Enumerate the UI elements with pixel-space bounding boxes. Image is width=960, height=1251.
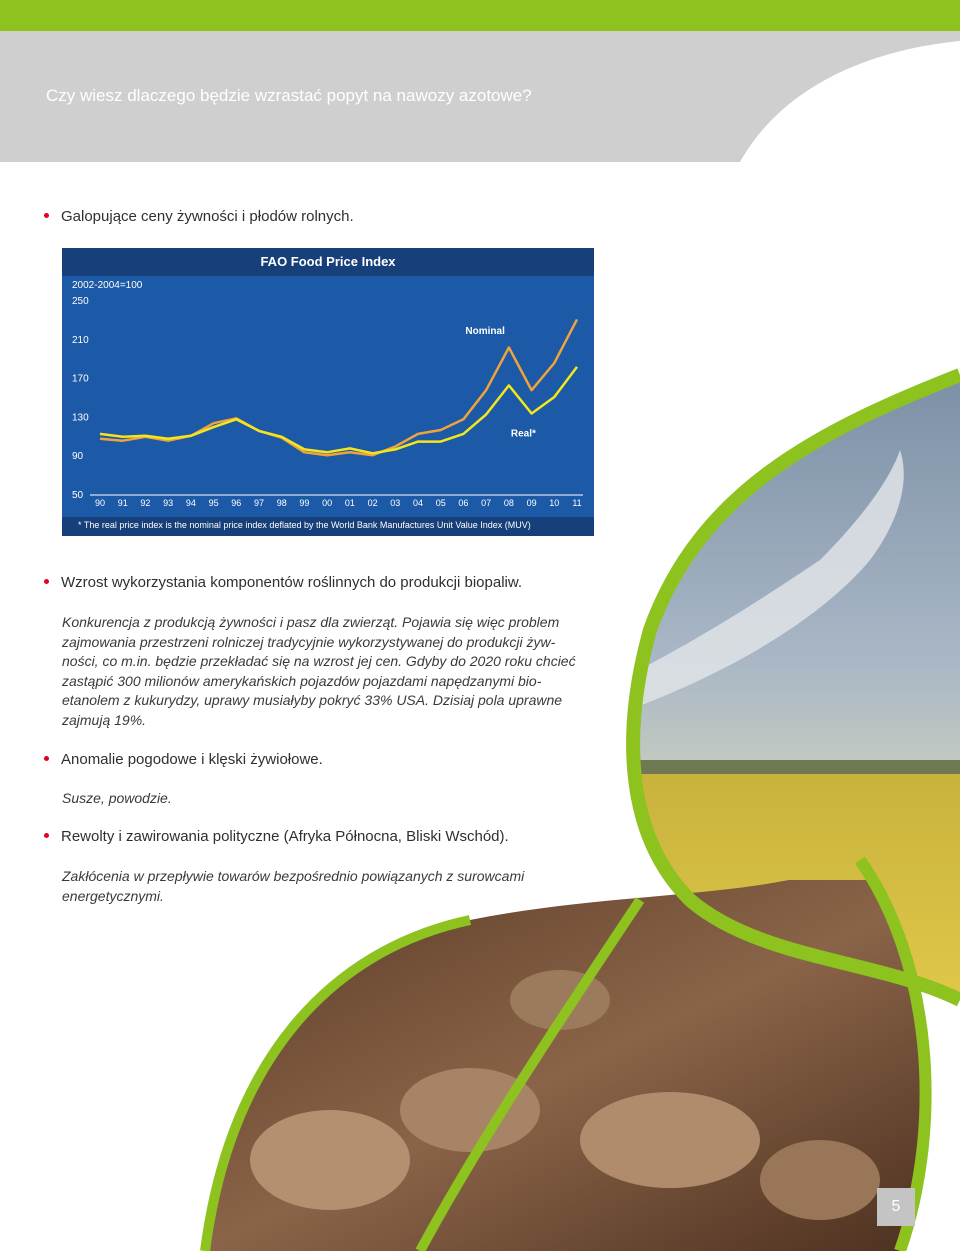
bullet-text: Anomalie pogodowe i klęski żywiołowe. xyxy=(61,751,323,768)
x-tick-label: 90 xyxy=(94,498,106,508)
bullet-text: Galopujące ceny żywności i płodów rolnych. xyxy=(61,208,354,225)
biofuel-line-0: Pojawia się więc problem xyxy=(402,614,560,630)
x-tick-label: 92 xyxy=(140,498,151,508)
x-tick-label: 94 xyxy=(185,498,196,508)
biofuel-lead: Konkurencja z produkcją żywności i pasz dla zwierząt. xyxy=(62,614,399,630)
x-tick-label: 03 xyxy=(390,498,401,508)
biofuel-line-2: ności, co m.in. będzie przekładać się na wzrost jej cen. Gdyby do 2020 roku chcieć xyxy=(62,653,576,669)
bullet-biofuels xyxy=(44,574,522,591)
y-tick-label: 130 xyxy=(72,412,89,424)
y-tick-label: 90 xyxy=(72,451,84,463)
bullet-politics xyxy=(44,828,509,845)
biofuel-line-1: zajmowania przestrzeni rolniczej tradycyjnie wykorzystywanej do produkcji żyw- xyxy=(62,633,556,650)
x-tick-label: 05 xyxy=(435,498,446,508)
y-tick-label: 170 xyxy=(72,373,89,385)
y-tick-label: 210 xyxy=(72,334,89,346)
biofuel-line-4: etanolem z kukurydzy, uprawy musiałyby pokryć 33% USA. Dzisiaj pola uprawne xyxy=(62,692,563,708)
x-tick-label: 09 xyxy=(526,498,537,508)
chart-plot xyxy=(62,248,594,517)
series-line-nominal xyxy=(100,319,577,455)
x-tick-label: 11 xyxy=(572,498,582,508)
politics-line-0: Zakłócenia w przepływie towarów bezpośrednio powiązanych z surowcami xyxy=(62,868,525,884)
chart-footnote: * The real price index is the nominal price index deflated by the World Bank Manufactures Unit Value Index (MUV) xyxy=(78,520,531,530)
x-tick-label: 02 xyxy=(367,498,378,508)
bullet-text: Wzrost wykorzystania komponentów roślinnych do produkcji biopaliw. xyxy=(61,574,523,591)
x-tick-label: 93 xyxy=(163,498,174,508)
page-title: Czy wiesz dlaczego będzie wzrastać popyt na nawozy azotowe? xyxy=(46,86,532,105)
x-tick-label: 10 xyxy=(549,498,560,508)
bullet-dot-icon xyxy=(44,579,49,584)
x-tick-label: 01 xyxy=(344,498,355,508)
bullet-dot-icon xyxy=(44,756,49,761)
x-tick-label: 00 xyxy=(322,498,333,508)
series-label: Real* xyxy=(510,428,536,440)
bullet-text: Rewolty i zawirowania polityczne (Afryka Północna, Bliski Wschód). xyxy=(61,828,509,845)
bullet-food-prices xyxy=(44,208,354,225)
x-tick-label: 07 xyxy=(481,498,492,508)
bullet-dot-icon xyxy=(44,213,49,218)
x-tick-label: 97 xyxy=(253,498,265,508)
chart-footnote-bar xyxy=(62,517,594,536)
politics-paragraph xyxy=(62,867,524,906)
x-tick-label: 98 xyxy=(276,498,287,508)
x-tick-label: 04 xyxy=(412,498,424,508)
fao-food-price-chart xyxy=(62,248,594,536)
x-tick-label: 91 xyxy=(117,498,128,508)
bullet-dot-icon xyxy=(44,833,49,838)
chart-title: FAO Food Price Index xyxy=(260,254,396,269)
x-tick-label: 95 xyxy=(208,498,219,508)
biofuel-line-5: zajmują 19%. xyxy=(62,711,147,728)
biofuel-line-3: zastąpić 300 milionów amerykańskich pojazdów pojazdami napędzanymi bio- xyxy=(62,672,542,689)
series-label: Nominal xyxy=(465,325,505,337)
biofuel-paragraph xyxy=(62,613,576,730)
page-number: 5 xyxy=(877,1188,915,1226)
x-tick-label: 06 xyxy=(458,498,469,508)
chart-base-label: 2002-2004=100 xyxy=(72,280,143,291)
y-tick-label: 250 xyxy=(72,296,89,307)
weather-paragraph: Susze, powodzie. xyxy=(62,790,172,806)
x-tick-label: 99 xyxy=(299,498,310,508)
x-tick-label: 96 xyxy=(231,498,242,508)
bullet-weather xyxy=(44,751,323,768)
x-tick-label: 08 xyxy=(503,498,514,508)
politics-line-1: energetycznymi. xyxy=(62,887,164,904)
y-tick-label: 50 xyxy=(72,490,84,501)
